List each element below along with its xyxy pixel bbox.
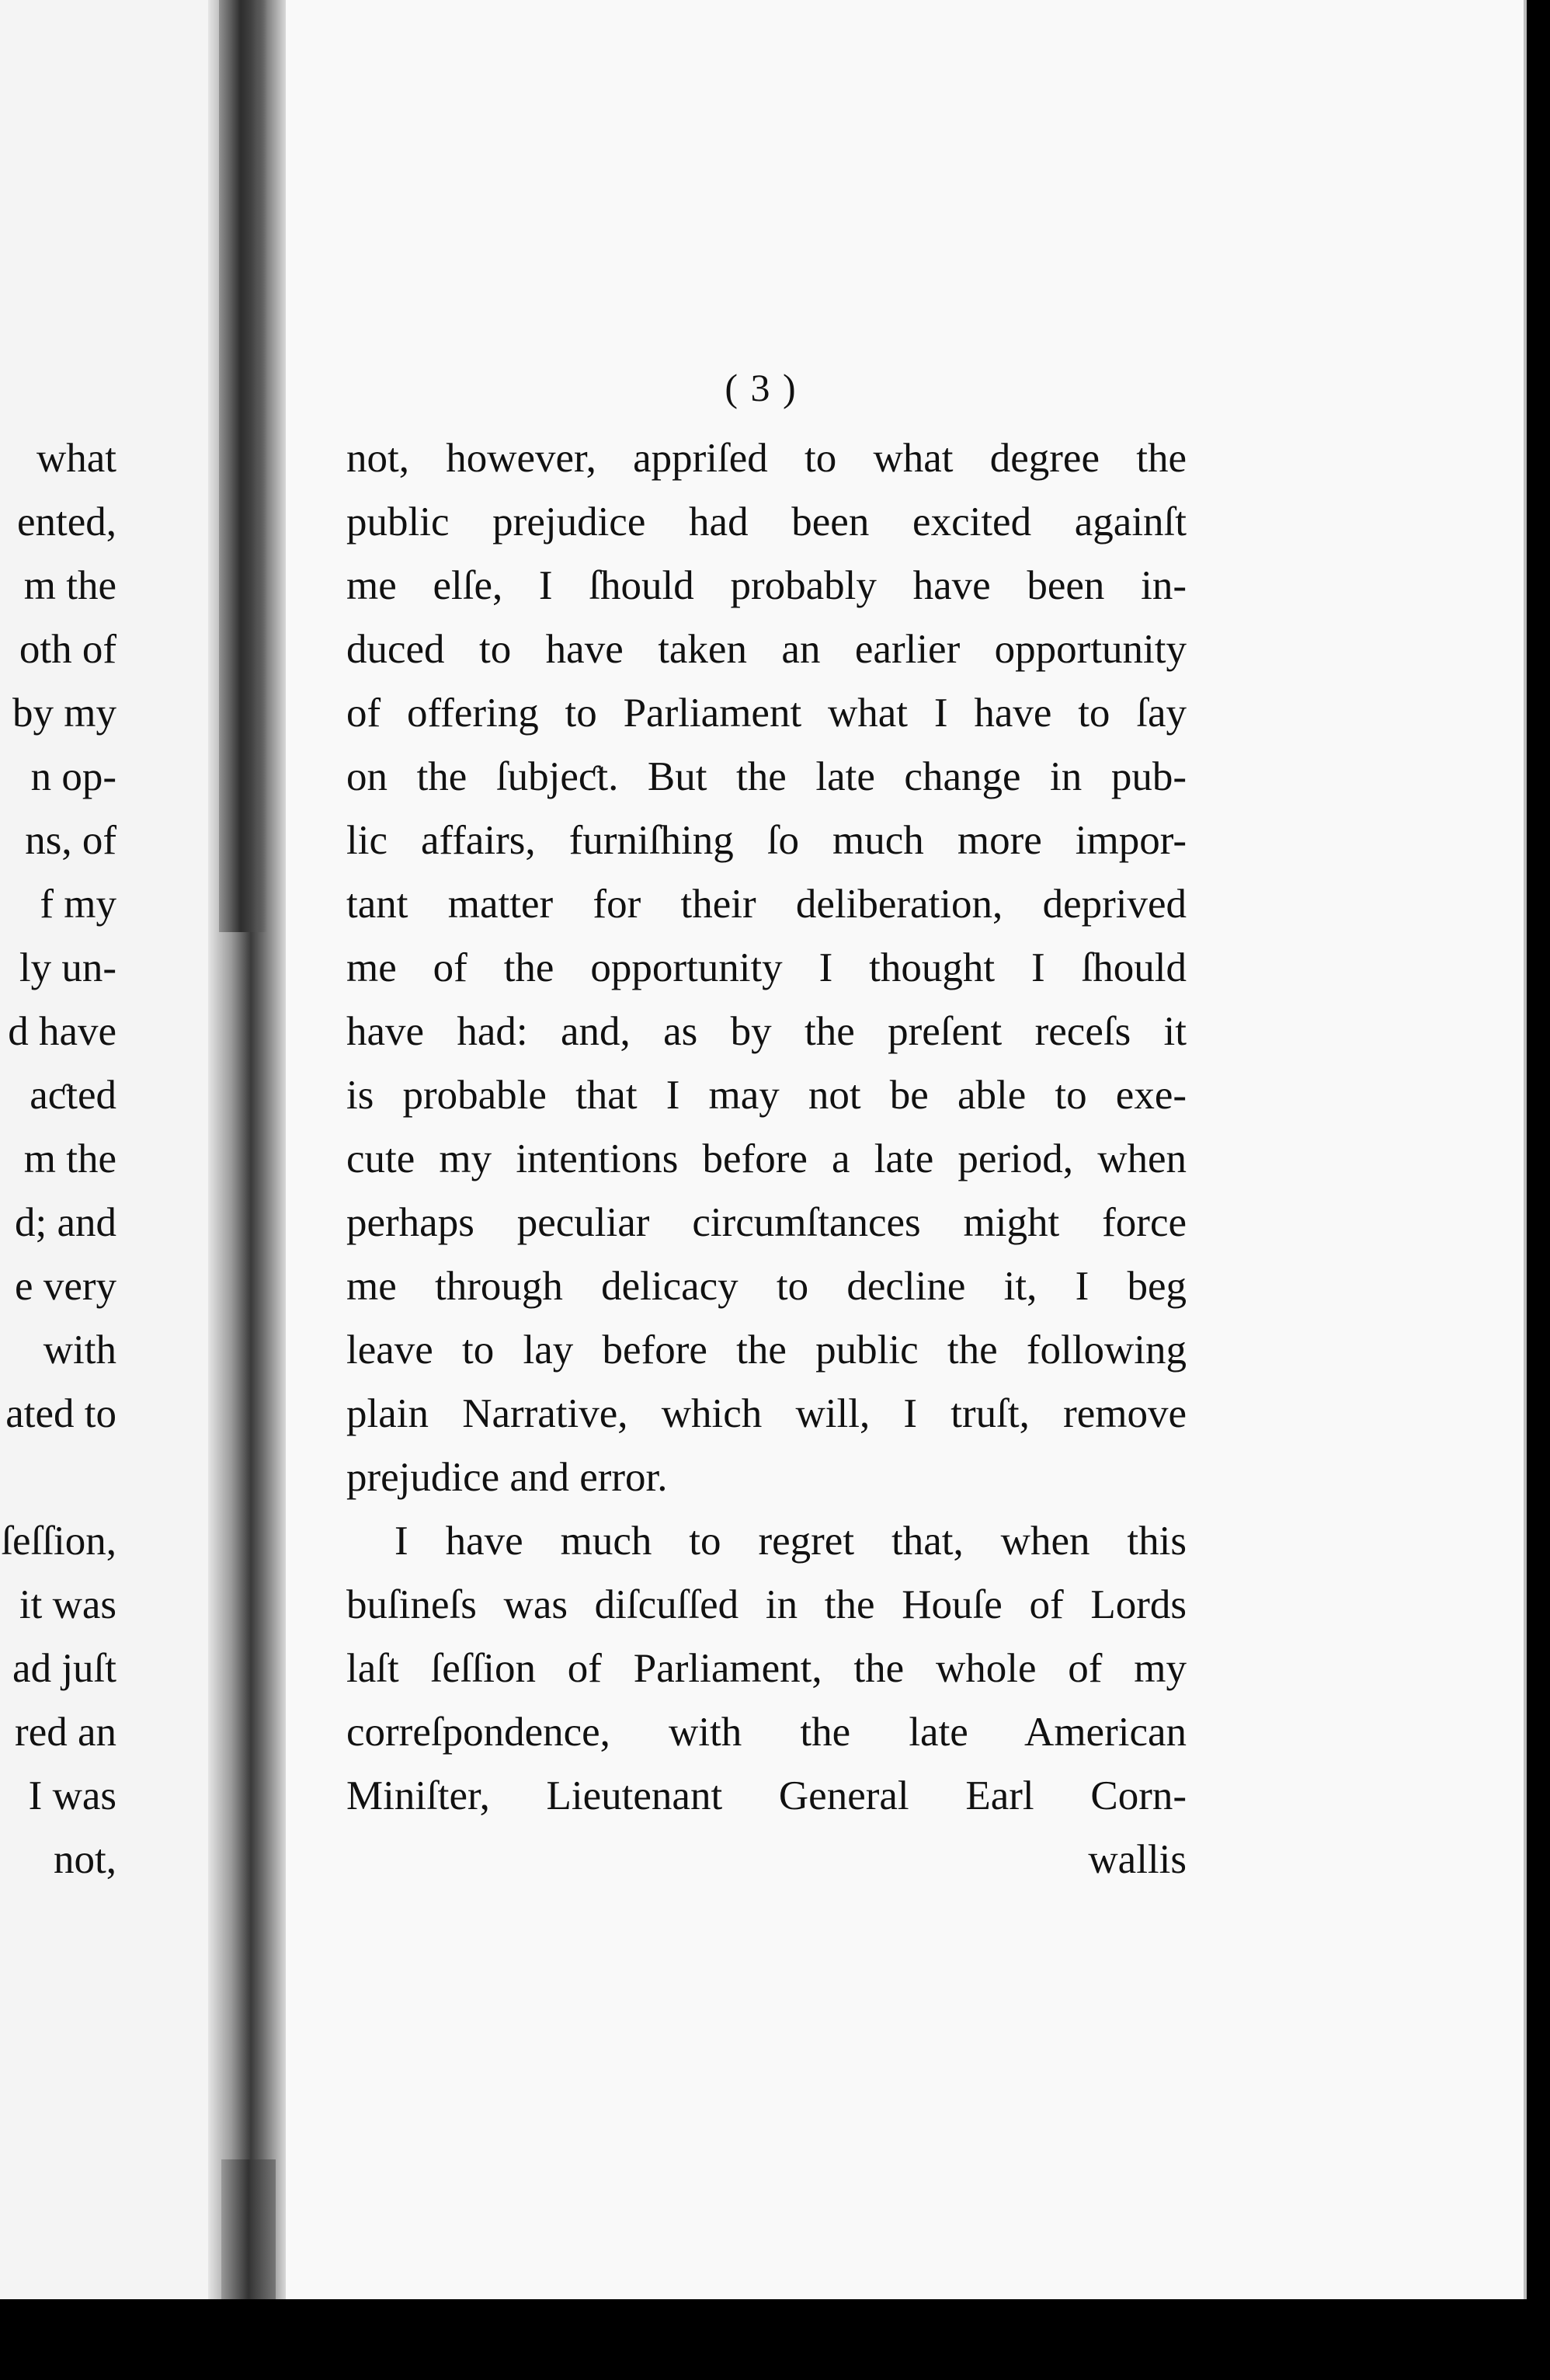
left-page-line: ented, — [16, 499, 116, 545]
left-page-line: aƈted — [30, 1073, 116, 1118]
gutter-shadow — [219, 0, 267, 932]
left-page-line: d have — [8, 1009, 116, 1054]
left-page-line: by my — [12, 691, 116, 736]
catchword: wallis — [1088, 1837, 1187, 1882]
body-text-line: public prejudice had been excited againſt — [346, 499, 1187, 545]
body-text-line: me elſe, I ſhould probably have been in- — [346, 563, 1187, 608]
left-page-line: f my — [40, 882, 116, 927]
left-page-line: m the — [23, 1136, 116, 1181]
body-text-line: prejudice and error. — [346, 1455, 668, 1500]
body-text-line: correſpondence, with the late American — [346, 1710, 1187, 1755]
page-edge — [1524, 0, 1527, 2299]
body-text-line: me of the opportunity I thought I ſhould — [346, 945, 1187, 990]
left-page-line: ated to — [5, 1391, 116, 1436]
body-text-line: not, however, appriſed to what degree the — [346, 436, 1187, 481]
left-page-line: ns, of — [25, 818, 116, 863]
body-text-line: duced to have taken an earlier opportunity — [346, 627, 1187, 672]
left-page-line: m the — [23, 563, 116, 608]
left-page-line: what — [36, 436, 116, 481]
body-text-line: plain Narrative, which will, I truſt, remove — [346, 1391, 1187, 1436]
body-text-line: lic affairs, furniſhing ſo much more impor- — [346, 818, 1187, 863]
left-page-line: n op- — [30, 754, 116, 799]
gutter-shadow-bottom — [221, 2159, 276, 2299]
body-text-line: me through delicacy to decline it, I beg — [346, 1264, 1187, 1309]
body-text-line: laſt ſeſſion of Parliament, the whole of my — [346, 1646, 1187, 1691]
left-page-line: with — [43, 1327, 116, 1373]
left-page-line: e very — [15, 1264, 116, 1309]
body-text-line: leave to lay before the public the following — [346, 1327, 1187, 1373]
left-page-line: not, — [54, 1837, 116, 1882]
left-page-line: ſeſſion, — [1, 1519, 116, 1564]
left-page-line: oth of — [19, 627, 116, 672]
body-text-line: on the ſubjeƈt. But the late change in pub- — [346, 754, 1187, 799]
body-text-line: perhaps peculiar circumſtances might force — [346, 1200, 1187, 1245]
page-number: ( 3 ) — [725, 366, 798, 409]
body-text-line: tant matter for their deliberation, deprived — [346, 882, 1187, 927]
left-page-line: it was — [19, 1582, 116, 1627]
left-page-line: ly un- — [19, 945, 116, 990]
left-page-line: red an — [15, 1710, 116, 1755]
body-text-line: I have much to regret that, when this — [394, 1519, 1187, 1564]
left-page-line: ad juſt — [12, 1646, 116, 1691]
body-text-line: buſineſs was diſcuſſed in the Houſe of Lords — [346, 1582, 1187, 1627]
body-text-line: have had: and, as by the preſent receſs it — [346, 1009, 1187, 1054]
left-page-line: d; and — [15, 1200, 116, 1245]
body-text-line: cute my intentions before a late period, when — [346, 1136, 1187, 1181]
left-page-line: I was — [28, 1773, 116, 1818]
body-text-line: is probable that I may not be able to exe- — [346, 1073, 1187, 1118]
body-text-line: of offering to Parliament what I have to ſay — [346, 691, 1187, 736]
body-text-line: Miniſter, Lieutenant General Earl Corn- — [346, 1773, 1187, 1818]
